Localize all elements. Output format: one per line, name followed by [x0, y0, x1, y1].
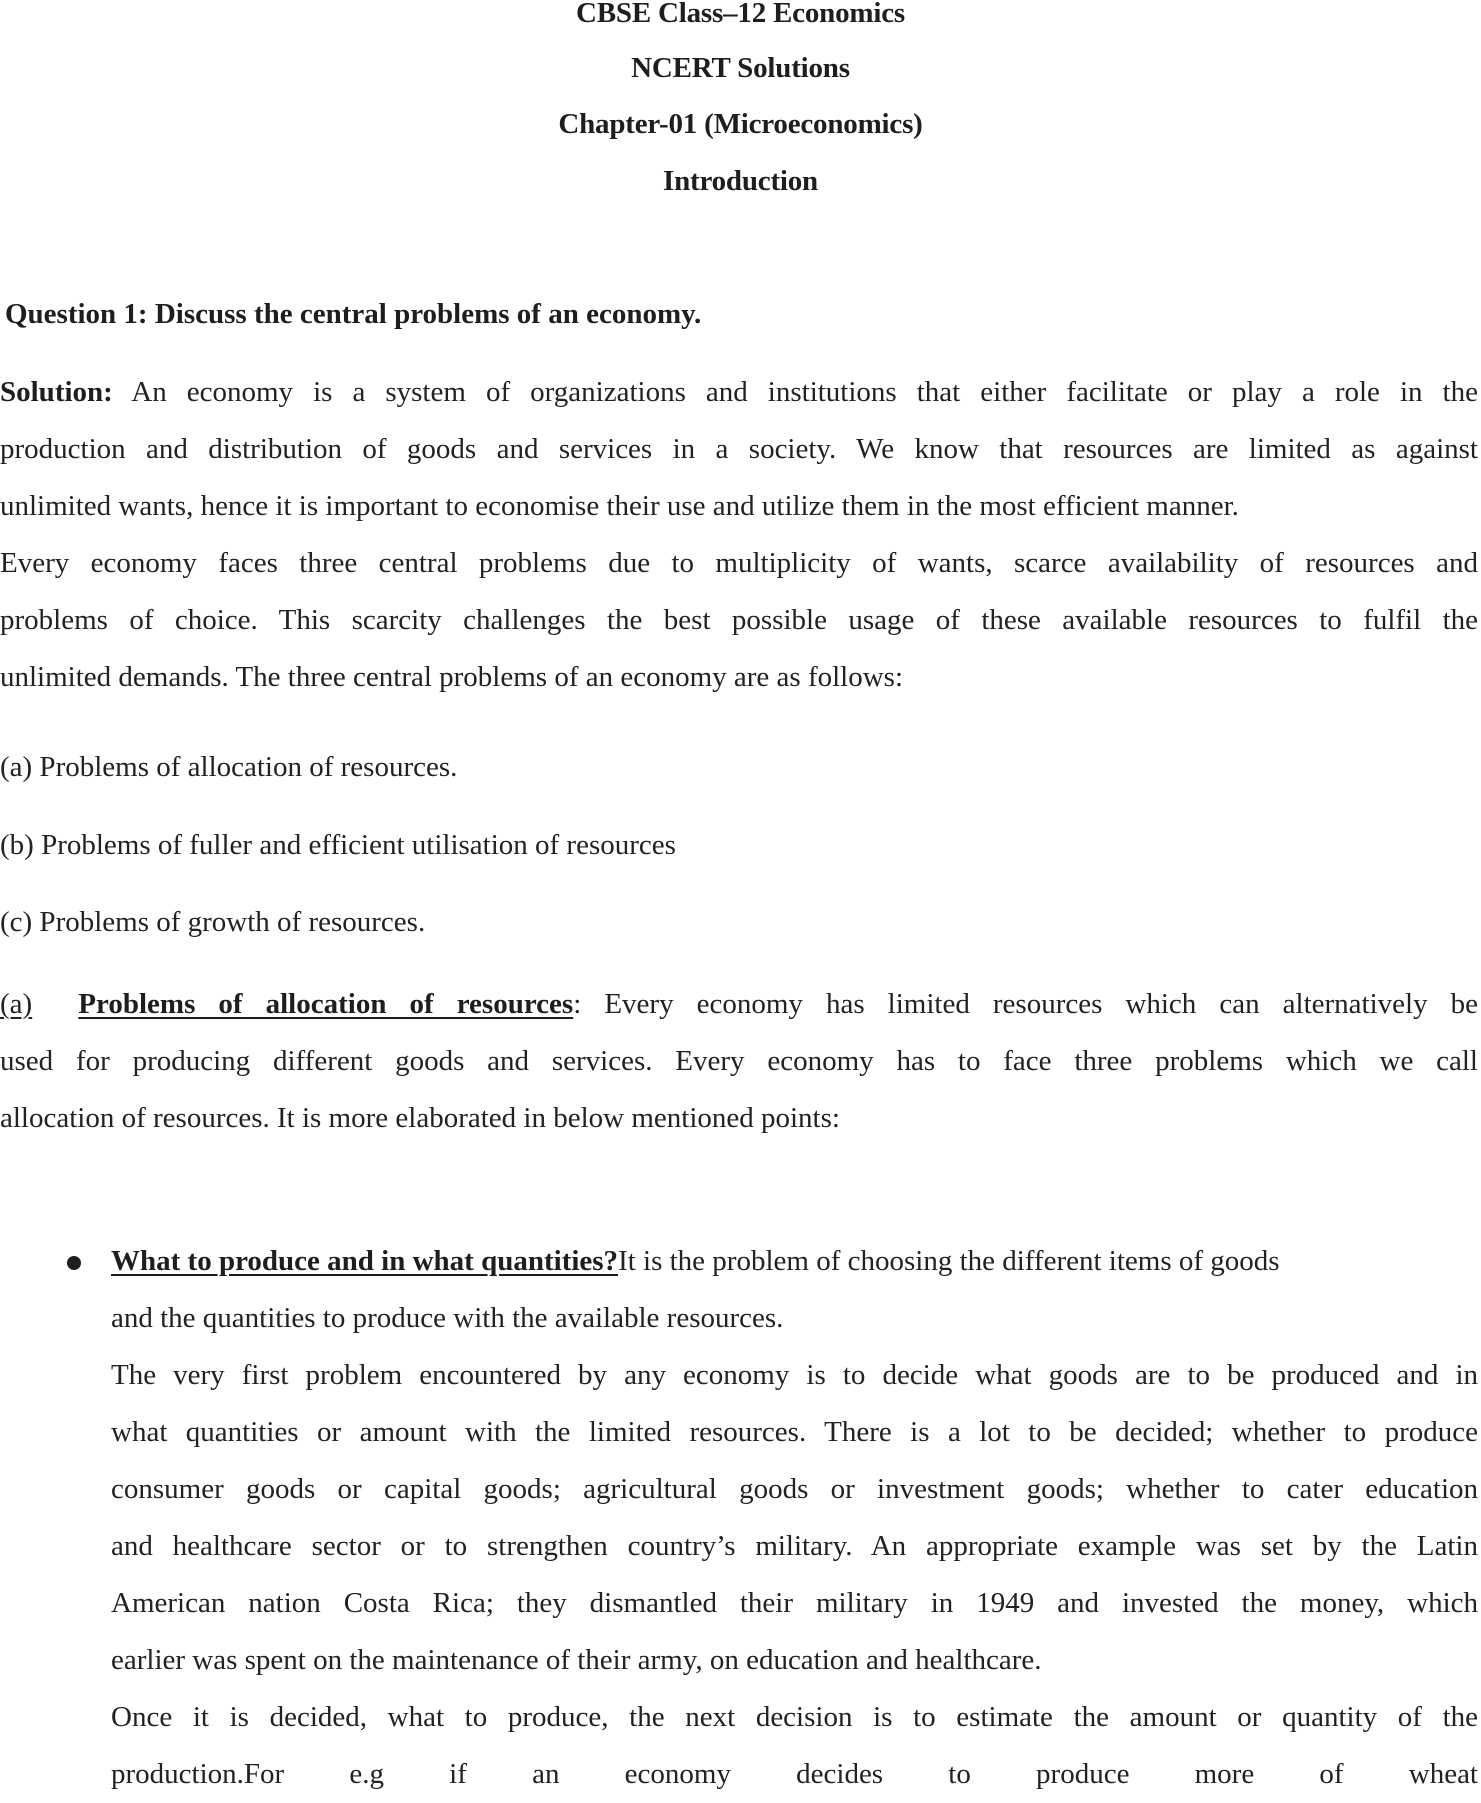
- question-heading: Question 1: Discuss the central problems of an economy.: [5, 298, 702, 330]
- bullet-line: [111, 1233, 1478, 1290]
- document-subtitle: NCERT Solutions: [631, 52, 850, 84]
- solution-line: unlimited demands. The three central problems of an economy are as follows:: [0, 661, 904, 693]
- solution-line: production and distribution of goods and services in a society. We know that resources are limited as against: [0, 433, 1478, 465]
- bullet-text: It is the problem of choosing the different items of goods: [618, 1245, 1280, 1277]
- solution-line: [0, 364, 1478, 421]
- problem-item-c: (c) Problems of growth of resources.: [0, 906, 426, 938]
- bullet-line: consumer goods or capital goods; agricultural goods or investment goods; whether to cater education: [111, 1473, 1478, 1505]
- bullet-line: production.For e.g if an economy decides to produce more of wheat: [111, 1758, 1478, 1790]
- section-title: Introduction: [663, 165, 818, 197]
- section-a-paragraph: [0, 976, 1478, 1147]
- bullet-line: American nation Costa Rica; they dismantled their military in 1949 and invested the money, which: [111, 1587, 1478, 1619]
- bullet-line: and the quantities to produce with the available resources.: [111, 1302, 784, 1334]
- section-a-heading: Problems of allocation of resources: [78, 988, 574, 1020]
- section-a-line: [0, 976, 1478, 1033]
- problem-item-b: (b) Problems of fuller and efficient utilisation of resources: [0, 829, 676, 861]
- bullet-line: Once it is decided, what to produce, the next decision is to estimate the amount or quantity of the: [111, 1701, 1478, 1733]
- section-a-line: used for producing different goods and services. Every economy has to face three problems which we call: [0, 1045, 1478, 1077]
- problem-item-a: (a) Problems of allocation of resources.: [0, 751, 458, 783]
- document-title: CBSE Class–12 Economics: [576, 0, 905, 29]
- solution-label: Solution:: [0, 376, 113, 408]
- bullet-line: The very first problem encountered by any economy is to decide what goods are to be produced and in: [111, 1359, 1478, 1391]
- bullet-paragraph: [111, 1233, 1478, 1803]
- section-a-line: allocation of resources. It is more elaborated in below mentioned points:: [0, 1102, 840, 1134]
- solution-line: problems of choice. This scarcity challenges the best possible usage of these available resources to fulfil the: [0, 604, 1478, 636]
- bullet-line: what quantities or amount with the limited resources. There is a lot to be decided; whether to produce: [111, 1416, 1478, 1448]
- solution-text: An economy is a system of organizations and institutions that either facilitate or play a role in the: [112, 376, 1478, 408]
- bullet-heading: What to produce and in what quantities?: [111, 1245, 619, 1277]
- section-a-text: : Every economy has limited resources which can alternatively be: [573, 988, 1478, 1020]
- solution-line: unlimited wants, hence it is important to economise their use and utilize them in the most efficient manner.: [0, 490, 1239, 522]
- bullet-icon: [67, 1256, 81, 1270]
- bullet-line: and healthcare sector or to strengthen country’s military. An appropriate example was set by the Latin: [111, 1530, 1478, 1562]
- solution-paragraph: [0, 364, 1478, 706]
- bullet-line: earlier was spent on the maintenance of their army, on education and healthcare.: [111, 1644, 1042, 1676]
- section-a-marker: (a): [0, 988, 33, 1020]
- solution-line: Every economy faces three central problems due to multiplicity of wants, scarce availability of resources and: [0, 547, 1478, 579]
- chapter-title: Chapter-01 (Microeconomics): [558, 108, 923, 140]
